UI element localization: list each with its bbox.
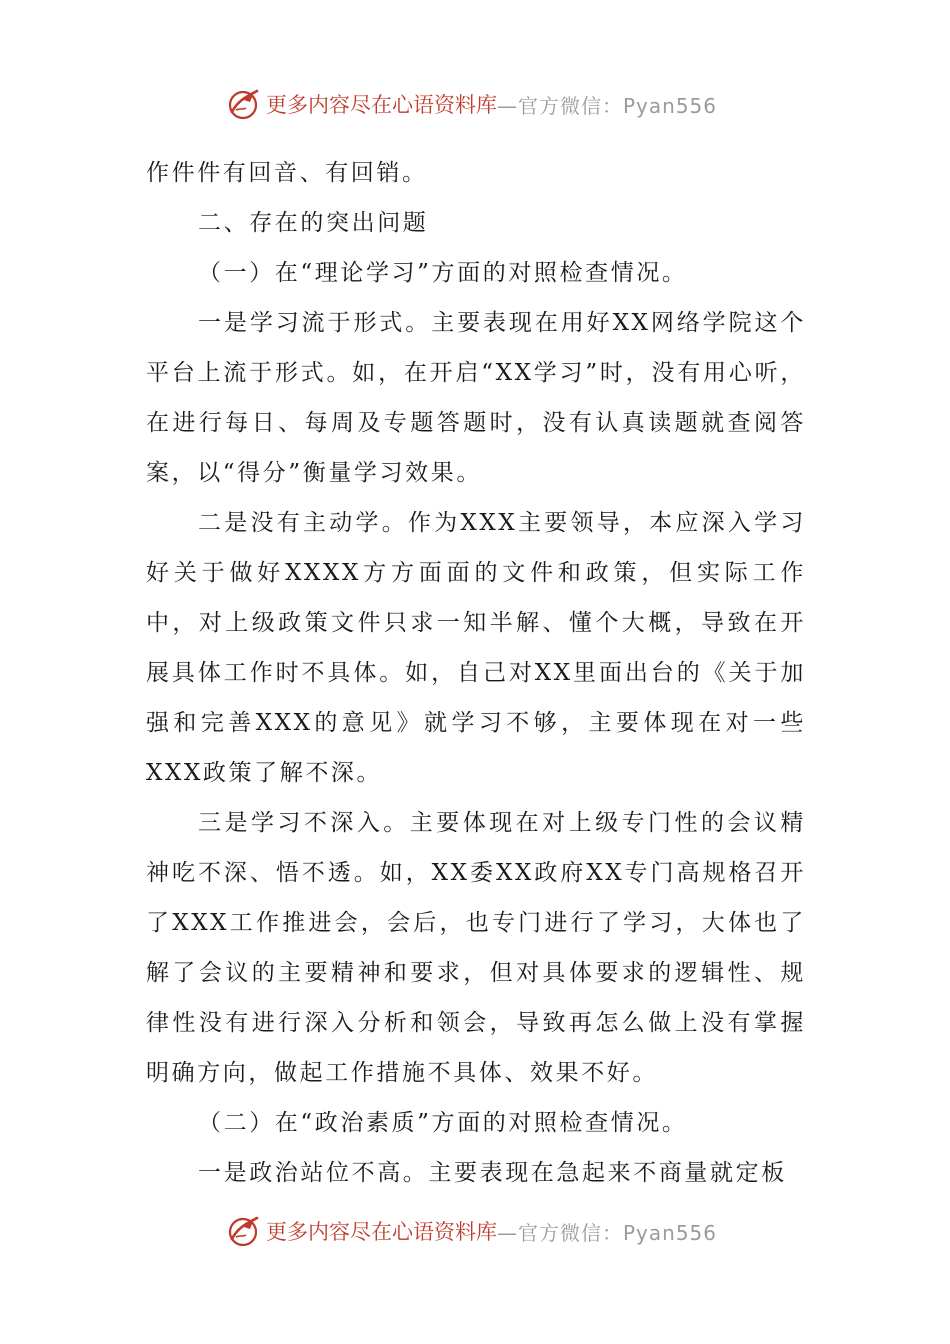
banner-sub-text: —官方微信：Pyan556 bbox=[497, 1220, 718, 1245]
banner-sub-text: —官方微信：Pyan556 bbox=[497, 93, 718, 118]
subsection-heading-2: （二）在“政治素质”方面的对照检查情况。 bbox=[198, 1110, 688, 1136]
banner-main-text: 更多内容尽在心语资料库 bbox=[266, 93, 497, 117]
footer-banner bbox=[226, 1211, 717, 1251]
pen-swirl-logo-icon bbox=[226, 1213, 262, 1249]
subsection-heading-1: （一）在“理论学习”方面的对照检查情况。 bbox=[198, 260, 688, 286]
paragraph-point-3: 三是学习不深入。主要体现在对上级专门性的会议精神吃不深、悟不透。如，XX委XX政府XX专门高规格召开了XXX工作推进会，会后，也专门进行了学习，大体也了解了会议的主要精神和要求，但对具体要求的逻辑性、规律性没有进行深入分析和领会，导致再怎么做上没有掌握明确方向，做起工作措施不具体、效果不好。 bbox=[146, 810, 806, 1086]
paragraph-point-4: 一是政治站位不高。主要表现在急起来不商量就定板 bbox=[198, 1160, 787, 1186]
paragraph-continuation: 作件件有回音、有回销。 bbox=[146, 160, 428, 186]
pen-swirl-logo-icon bbox=[226, 86, 262, 122]
paragraph-point-1: 一是学习流于形式。主要表现在用好XX网络学院这个平台上流于形式。如，在开启“XX学习”时，没有用心听，在进行每日、每周及专题答题时，没有认真读题就查阅答案，以“得分”衡量学习效果。 bbox=[146, 310, 806, 486]
header-banner bbox=[226, 84, 717, 124]
banner-main-text: 更多内容尽在心语资料库 bbox=[266, 1220, 497, 1244]
paragraph-point-2: 二是没有主动学。作为XXX主要领导，本应深入学习好关于做好XXXX方方面面的文件和政策，但实际工作中，对上级政策文件只求一知半解、懂个大概，导致在开展具体工作时不具体。如，自己对XX里面出台的《关于加强和完善XXX的意见》就学习不够，主要体现在对一些XXX政策了解不深。 bbox=[146, 510, 806, 786]
document-body bbox=[146, 148, 806, 1198]
section-heading: 二、存在的突出问题 bbox=[198, 210, 429, 236]
